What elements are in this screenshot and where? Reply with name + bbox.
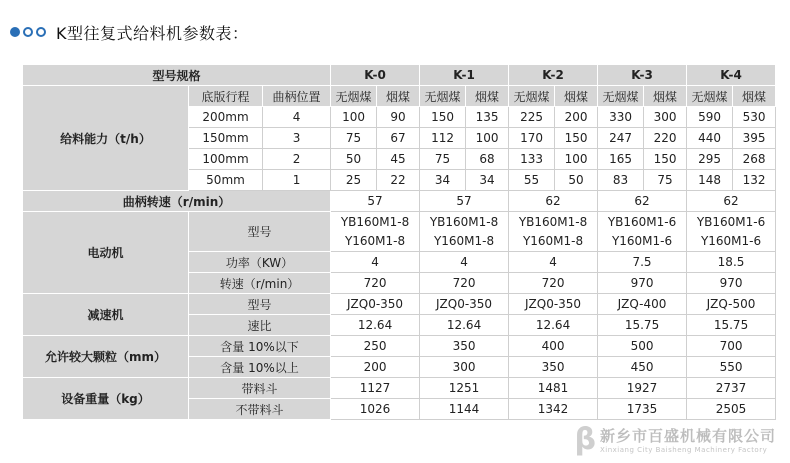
parameter-table — [22, 64, 776, 420]
crank-speed-value: 62 — [687, 191, 776, 212]
with-hopper-value: 1251 — [420, 378, 509, 399]
bituminous-header: 烟煤 — [733, 86, 776, 107]
anthracite-header: 无烟煤 — [598, 86, 644, 107]
capacity-value: 68 — [466, 149, 509, 170]
lump-above-value: 350 — [509, 357, 598, 378]
capacity-value: 268 — [733, 149, 776, 170]
capacity-value: 55 — [509, 170, 555, 191]
crank-position-value: 3 — [263, 128, 331, 149]
stroke-value: 50mm — [189, 170, 263, 191]
power-value: 4 — [331, 252, 420, 273]
lump-above-value: 550 — [687, 357, 776, 378]
reducer-model-value: JZQ-500 — [687, 294, 776, 315]
capacity-value: 148 — [687, 170, 733, 191]
capacity-value: 225 — [509, 107, 555, 128]
capacity-value: 295 — [687, 149, 733, 170]
capacity-value: 100 — [555, 149, 598, 170]
ratio-value: 15.75 — [687, 315, 776, 336]
page-header — [10, 20, 249, 44]
dot-icon — [10, 27, 20, 37]
capacity-value: 440 — [687, 128, 733, 149]
motor-speed-value: 720 — [331, 273, 420, 294]
ratio-label: 速比 — [189, 315, 331, 336]
lump-below-value: 700 — [687, 336, 776, 357]
anthracite-header: 无烟煤 — [420, 86, 466, 107]
stroke-value: 200mm — [189, 107, 263, 128]
capacity-value: 220 — [644, 128, 687, 149]
crank-speed-value: 62 — [598, 191, 687, 212]
capacity-value: 132 — [733, 170, 776, 191]
motor-model-line: YB160M1-8 — [518, 214, 588, 229]
model-spec-header: 型号规格 — [23, 65, 331, 86]
with-hopper-label: 带料斗 — [189, 378, 331, 399]
capacity-value: 135 — [466, 107, 509, 128]
table-row — [23, 65, 776, 86]
motor-model-line: Y160M1-8 — [344, 233, 406, 248]
capacity-value: 133 — [509, 149, 555, 170]
capacity-value: 395 — [733, 128, 776, 149]
watermark-company-name: 新乡市百盛机械有限公司 — [599, 427, 776, 445]
model-header: K-0 — [331, 65, 420, 86]
lump-below-value: 350 — [420, 336, 509, 357]
company-watermark — [575, 422, 777, 457]
dot-icon — [23, 27, 33, 37]
power-value: 18.5 — [687, 252, 776, 273]
power-value: 4 — [509, 252, 598, 273]
motor-model-value — [598, 212, 687, 252]
capacity-value: 75 — [644, 170, 687, 191]
without-hopper-value: 1342 — [509, 399, 598, 420]
capacity-value: 50 — [555, 170, 598, 191]
motor-model-line: YB160M1-8 — [340, 214, 410, 229]
ratio-value: 15.75 — [598, 315, 687, 336]
reducer-model-value: JZQ0-350 — [509, 294, 598, 315]
bituminous-header: 烟煤 — [466, 86, 509, 107]
crank-position-value: 4 — [263, 107, 331, 128]
page-title: K型往复式给料机参数表： — [56, 23, 249, 43]
model-header: K-1 — [420, 65, 509, 86]
lump-below-value: 500 — [598, 336, 687, 357]
motor-model-line: Y160M1-8 — [433, 233, 495, 248]
model-header: K-3 — [598, 65, 687, 86]
motor-speed-value: 970 — [687, 273, 776, 294]
capacity-value: 25 — [331, 170, 377, 191]
stroke-value: 150mm — [189, 128, 263, 149]
motor-model-value — [509, 212, 598, 252]
without-hopper-value: 1026 — [331, 399, 420, 420]
motor-model-line: YB160M1-8 — [429, 214, 499, 229]
table-row — [23, 191, 776, 212]
capacity-value: 100 — [331, 107, 377, 128]
anthracite-header: 无烟煤 — [687, 86, 733, 107]
ratio-value: 12.64 — [509, 315, 598, 336]
capacity-value: 45 — [377, 149, 420, 170]
motor-model-line: YB160M1-6 — [607, 214, 677, 229]
bituminous-header: 烟煤 — [377, 86, 420, 107]
capacity-value: 200 — [555, 107, 598, 128]
capacity-value: 590 — [687, 107, 733, 128]
decorative-dots-icon — [10, 27, 46, 37]
anthracite-header: 无烟煤 — [509, 86, 555, 107]
content-above-label: 含量 10%以上 — [189, 357, 331, 378]
power-value: 4 — [420, 252, 509, 273]
crank-speed-label: 曲柄转速（r/min） — [23, 191, 331, 212]
motor-model-line: Y160M1-6 — [700, 233, 762, 248]
crank-position-value: 1 — [263, 170, 331, 191]
reducer-model-value: JZQ0-350 — [420, 294, 509, 315]
motor-model-value — [331, 212, 420, 252]
table-row — [23, 336, 776, 357]
model-header: K-4 — [687, 65, 776, 86]
power-label: 功率（KW） — [189, 252, 331, 273]
ratio-value: 12.64 — [420, 315, 509, 336]
reducer-label: 减速机 — [23, 294, 189, 336]
stroke-header: 底版行程 — [189, 86, 263, 107]
capacity-value: 247 — [598, 128, 644, 149]
lump-below-value: 400 — [509, 336, 598, 357]
motor-speed-label: 转速（r/min） — [189, 273, 331, 294]
motor-model-line: Y160M1-6 — [611, 233, 673, 248]
capacity-value: 34 — [466, 170, 509, 191]
capacity-value: 67 — [377, 128, 420, 149]
without-hopper-label: 不带料斗 — [189, 399, 331, 420]
bituminous-header: 烟煤 — [644, 86, 687, 107]
capacity-value: 170 — [509, 128, 555, 149]
anthracite-header: 无烟煤 — [331, 86, 377, 107]
stroke-value: 100mm — [189, 149, 263, 170]
motor-model-line: Y160M1-8 — [522, 233, 584, 248]
table-row — [23, 294, 776, 315]
capacity-value: 34 — [420, 170, 466, 191]
lump-below-value: 250 — [331, 336, 420, 357]
motor-speed-value: 720 — [420, 273, 509, 294]
with-hopper-value: 1127 — [331, 378, 420, 399]
reducer-model-value: JZQ-400 — [598, 294, 687, 315]
table-row — [23, 212, 776, 252]
capacity-value: 530 — [733, 107, 776, 128]
power-value: 7.5 — [598, 252, 687, 273]
without-hopper-value: 1144 — [420, 399, 509, 420]
capacity-value: 150 — [420, 107, 466, 128]
capacity-label: 给料能力（t/h） — [23, 86, 189, 191]
motor-model-value — [687, 212, 776, 252]
without-hopper-value: 2505 — [687, 399, 776, 420]
dot-icon — [36, 27, 46, 37]
capacity-value: 165 — [598, 149, 644, 170]
content-below-label: 含量 10%以下 — [189, 336, 331, 357]
motor-model-value — [420, 212, 509, 252]
crank-speed-value: 57 — [420, 191, 509, 212]
crank-speed-value: 62 — [509, 191, 598, 212]
crank-position-header: 曲柄位置 — [263, 86, 331, 107]
capacity-value: 150 — [644, 149, 687, 170]
lump-above-value: 200 — [331, 357, 420, 378]
reducer-model-value: JZQ0-350 — [331, 294, 420, 315]
crank-position-value: 2 — [263, 149, 331, 170]
capacity-value: 83 — [598, 170, 644, 191]
capacity-value: 150 — [555, 128, 598, 149]
lump-above-value: 300 — [420, 357, 509, 378]
motor-label: 电动机 — [23, 212, 189, 294]
crank-speed-value: 57 — [331, 191, 420, 212]
capacity-value: 50 — [331, 149, 377, 170]
motor-model-label: 型号 — [189, 212, 331, 252]
capacity-value: 100 — [466, 128, 509, 149]
weight-label: 设备重量（kg） — [23, 378, 189, 420]
without-hopper-value: 1735 — [598, 399, 687, 420]
ratio-value: 12.64 — [331, 315, 420, 336]
capacity-value: 75 — [420, 149, 466, 170]
capacity-value: 22 — [377, 170, 420, 191]
lump-size-label: 允许较大颗粒（mm） — [23, 336, 189, 378]
bituminous-header: 烟煤 — [555, 86, 598, 107]
capacity-value: 300 — [644, 107, 687, 128]
watermark-company-english: Xinxiang City Baisheng Machinery Factory — [599, 446, 768, 454]
motor-speed-value: 970 — [598, 273, 687, 294]
capacity-value: 330 — [598, 107, 644, 128]
table-row — [23, 378, 776, 399]
motor-model-line: YB160M1-6 — [696, 214, 766, 229]
capacity-value: 112 — [420, 128, 466, 149]
capacity-value: 75 — [331, 128, 377, 149]
reducer-model-label: 型号 — [189, 294, 331, 315]
company-logo-icon: β — [574, 422, 596, 457]
with-hopper-value: 1481 — [509, 378, 598, 399]
lump-above-value: 450 — [598, 357, 687, 378]
motor-speed-value: 720 — [509, 273, 598, 294]
capacity-value: 90 — [377, 107, 420, 128]
model-header: K-2 — [509, 65, 598, 86]
with-hopper-value: 1927 — [598, 378, 687, 399]
with-hopper-value: 2737 — [687, 378, 776, 399]
table-row — [23, 86, 776, 107]
